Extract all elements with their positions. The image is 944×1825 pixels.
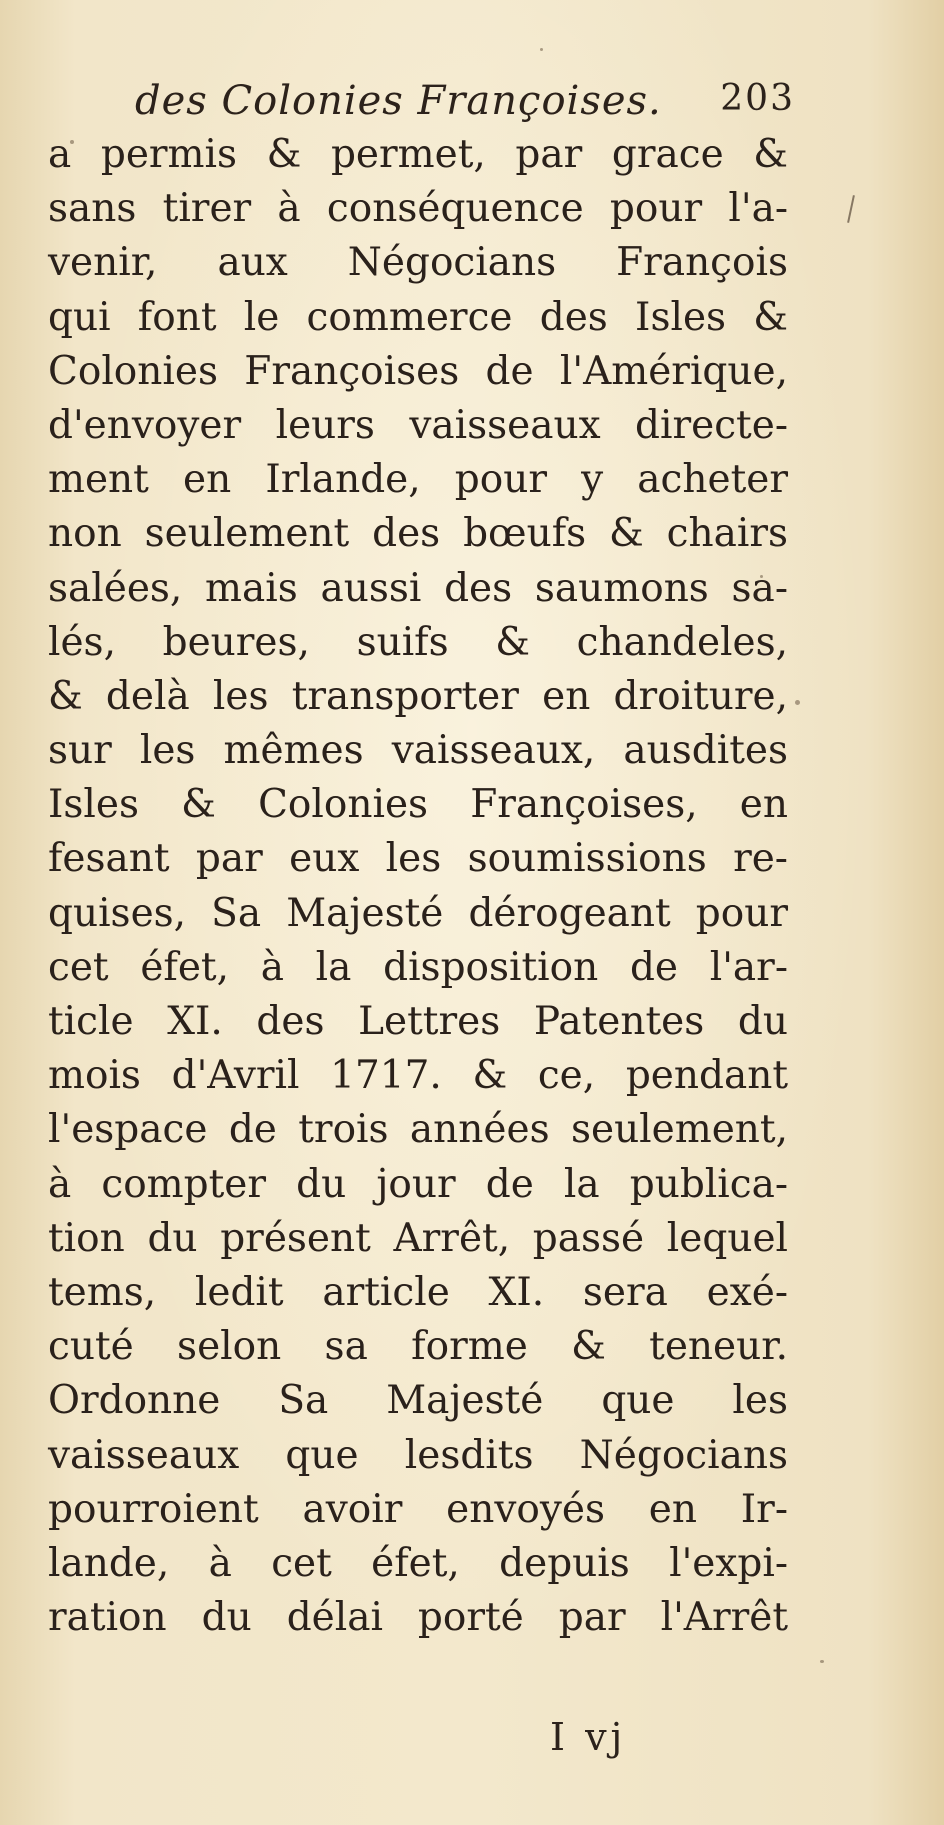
text-line: Ordonne Sa Majesté que les — [48, 1378, 788, 1424]
text-line: tion du présent Arrêt, passé lequel — [48, 1215, 788, 1261]
text-line: cet éfet, à la disposition de l'ar- — [48, 944, 788, 990]
text-line: cuté selon sa forme & teneur. — [48, 1324, 788, 1370]
paper-speck — [820, 1660, 824, 1663]
text-line: Isles & Colonies Françoises, en — [48, 782, 788, 828]
text-line: non seulement des bœufs & chairs — [48, 511, 788, 557]
running-title: des Colonies Françoises. — [135, 78, 662, 124]
body-text — [48, 128, 788, 1645]
page-header — [135, 72, 795, 132]
text-line: tems, ledit article XI. sera exé- — [48, 1269, 788, 1315]
text-line: ment en Irlande, pour y acheter — [48, 457, 788, 503]
text-line: ration du délai porté par l'Arrêt — [48, 1595, 788, 1641]
margin-ink-mark — [847, 195, 855, 223]
text-line: Colonies Françoises de l'Amérique, — [48, 348, 788, 394]
text-line: lande, à cet éfet, depuis l'expi- — [48, 1540, 788, 1586]
text-line: a permis & permet, par grace & — [48, 132, 788, 177]
text-line: mois d'Avril 1717. & ce, pendant — [48, 1053, 788, 1099]
text-line: venir, aux Négocians François — [48, 240, 788, 286]
text-line: fesant par eux les soumissions re- — [48, 836, 788, 882]
text-line: sur les mêmes vaisseaux, ausdites — [48, 728, 788, 774]
paper-speck — [540, 48, 543, 51]
text-line: quises, Sa Majesté dérogeant pour — [48, 890, 788, 936]
text-line: & delà les transporter en droiture, — [48, 673, 788, 719]
text-line: pourroient avoir envoyés en Ir- — [48, 1486, 788, 1532]
text-line: salées, mais aussi des saumons sa- — [48, 565, 788, 611]
signature-mark: I vj — [550, 1715, 627, 1759]
text-line: lés, beures, suifs & chandeles, — [48, 619, 788, 665]
text-line: vaisseaux que lesdits Négocians — [48, 1432, 788, 1478]
text-line: l'espace de trois années seulement, — [48, 1107, 788, 1153]
text-line: ticle XI. des Lettres Patentes du — [48, 999, 788, 1044]
text-line: sans tirer à conséquence pour l'a- — [48, 186, 788, 232]
paper-speck — [795, 700, 800, 705]
text-line: qui font le commerce des Isles & — [48, 294, 788, 340]
text-line: d'envoyer leurs vaisseaux directe- — [48, 402, 788, 448]
page-number: 203 — [720, 78, 795, 119]
text-line: à compter du jour de la publica- — [48, 1161, 788, 1207]
